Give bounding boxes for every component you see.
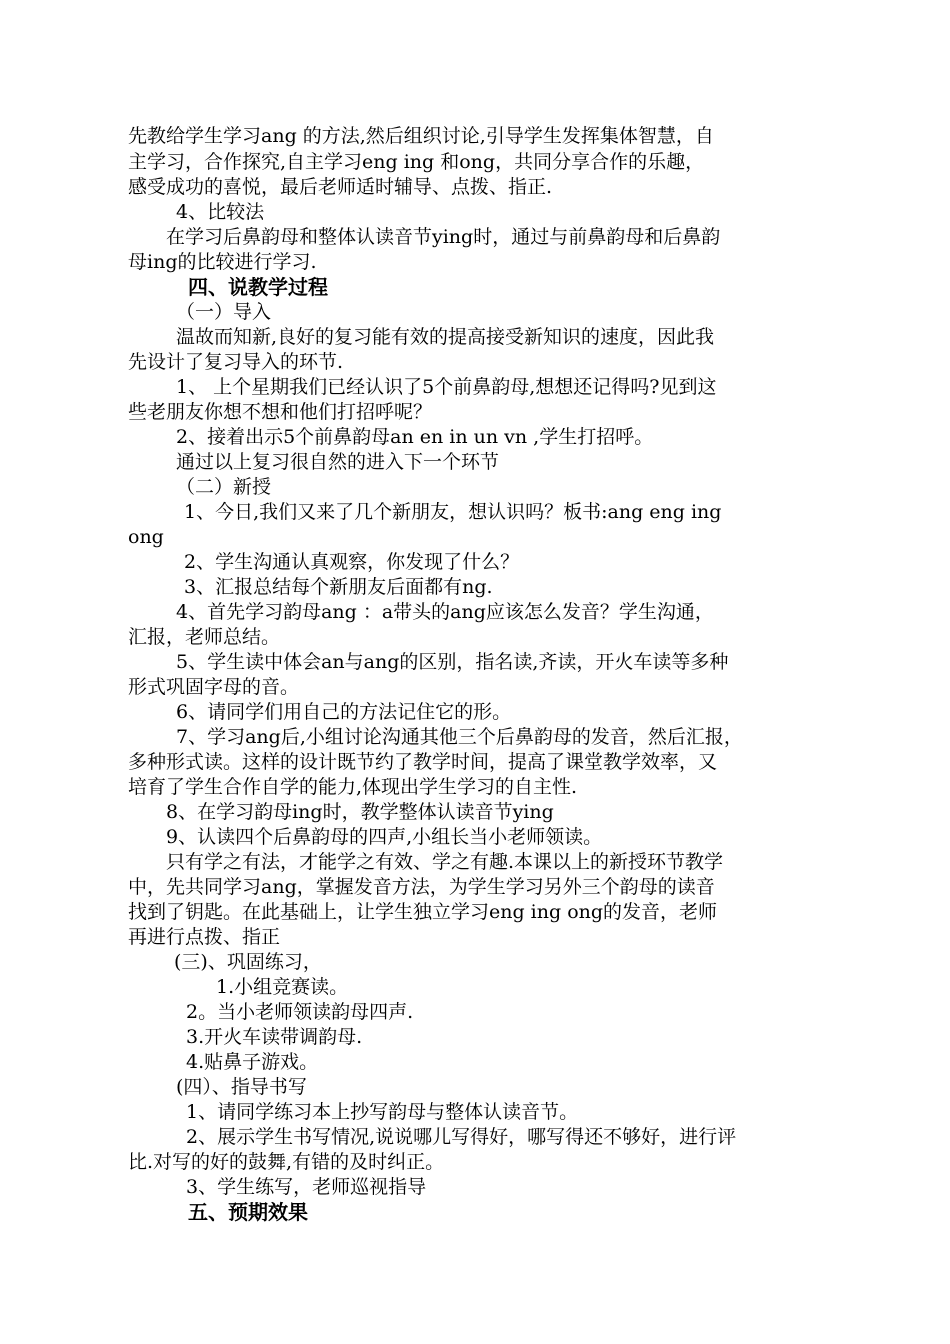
paragraph-line: 主学习，合作探究,自主学习eng ing 和ong，共同分享合作的乐趣， bbox=[128, 151, 705, 173]
list-item: 1、 上个星期我们已经认识了5个前鼻韵母,想想还记得吗?见到这 bbox=[176, 376, 717, 398]
list-item: 2、接着出示5个前鼻韵母an en in un vn ,学生打招呼。 bbox=[176, 426, 654, 448]
list-item: 2、学生沟通认真观察，你发现了什么？ bbox=[184, 551, 520, 573]
paragraph-line: 形式巩固字母的音。 bbox=[128, 676, 300, 698]
list-item: 1、请同学练习本上抄写韵母与整体认读音节。 bbox=[186, 1101, 579, 1123]
list-item: 2、展示学生书写情况,说说哪儿写得好，哪写得还不够好，进行评 bbox=[186, 1126, 737, 1148]
paragraph-line: 汇报，老师总结。 bbox=[128, 626, 281, 648]
section-heading: 五、预期效果 bbox=[188, 1200, 308, 1224]
paragraph-line: 母ing的比较进行学习. bbox=[128, 251, 317, 273]
paragraph-line: 通过以上复习很自然的进入下一个环节 bbox=[176, 451, 500, 473]
paragraph-line: 感受成功的喜悦，最后老师适时辅导、点拨、指正. bbox=[128, 176, 553, 198]
paragraph-line: 在学习后鼻韵母和整体认读音节ying时，通过与前鼻韵母和后鼻韵 bbox=[166, 226, 721, 248]
list-item: 9、认读四个后鼻韵母的四声,小组长当小老师领读。 bbox=[166, 826, 603, 848]
paragraph-line: ong bbox=[128, 526, 164, 548]
list-item: 1.小组竞赛读。 bbox=[216, 976, 349, 998]
section-heading: 四、说教学过程 bbox=[188, 275, 328, 299]
list-item: 2。当小老师领读韵母四声. bbox=[186, 1001, 414, 1023]
list-item: 6、请同学们用自己的方法记住它的形。 bbox=[176, 701, 512, 723]
paragraph-line: 再进行点拨、指正 bbox=[128, 926, 281, 948]
section-subheading: (三)、巩固练习， bbox=[174, 951, 322, 973]
section-subheading: 4、比较法 bbox=[176, 201, 265, 223]
paragraph-line: 中，先共同学习ang，掌握发音方法，为学生学习另外三个韵母的读音 bbox=[128, 876, 715, 898]
list-item: 3、汇报总结每个新朋友后面都有ng. bbox=[184, 576, 493, 598]
paragraph-line: 比.对写的好的鼓舞,有错的及时纠正。 bbox=[128, 1151, 445, 1173]
list-item: 5、学生读中体会an与ang的区别，指名读,齐读，开火车读等多种 bbox=[176, 651, 729, 673]
section-subheading: （二）新授 bbox=[176, 476, 272, 498]
list-item: 7、学习ang后,小组讨论沟通其他三个后鼻韵母的发音，然后汇报， bbox=[176, 726, 743, 748]
section-subheading: (四）、指导书写 bbox=[176, 1076, 307, 1098]
paragraph-line: 先设计了复习导入的环节. bbox=[128, 351, 344, 373]
paragraph-line: 培育了学生合作自学的能力,体现出学生学习的自主性. bbox=[128, 776, 578, 798]
paragraph-line: 只有学之有法，才能学之有效、学之有趣.本课以上的新授环节教学 bbox=[166, 851, 724, 873]
paragraph-line: 温故而知新,良好的复习能有效的提高接受新知识的速度，因此我 bbox=[176, 326, 715, 348]
list-item: 4、首先学习韵母ang ：a带头的ang应该怎么发音？学生沟通， bbox=[176, 601, 714, 623]
paragraph-line: 多种形式读。这样的设计既节约了教学时间，提高了课堂教学效率，又 bbox=[128, 751, 718, 773]
paragraph-line: 先教给学生学习ang 的方法,然后组织讨论,引导学生发挥集体智慧，自 bbox=[128, 125, 714, 147]
paragraph-line: 些老朋友你想不想和他们打招呼呢？ bbox=[128, 401, 433, 423]
paragraph-line: 找到了钥匙。在此基础上，让学生独立学习eng ing ong的发音，老师 bbox=[128, 901, 718, 923]
list-item: 1、今日,我们又来了几个新朋友，想认识吗？板书:ang eng ing bbox=[184, 501, 722, 523]
list-item: 4.贴鼻子游戏。 bbox=[186, 1051, 319, 1073]
list-item: 8、在学习韵母ing时，教学整体认读音节ying bbox=[166, 801, 554, 823]
list-item: 3.开火车读带调韵母. bbox=[186, 1026, 363, 1048]
list-item: 3、学生练写，老师巡视指导 bbox=[186, 1176, 427, 1198]
section-subheading: （一）导入 bbox=[176, 301, 272, 323]
